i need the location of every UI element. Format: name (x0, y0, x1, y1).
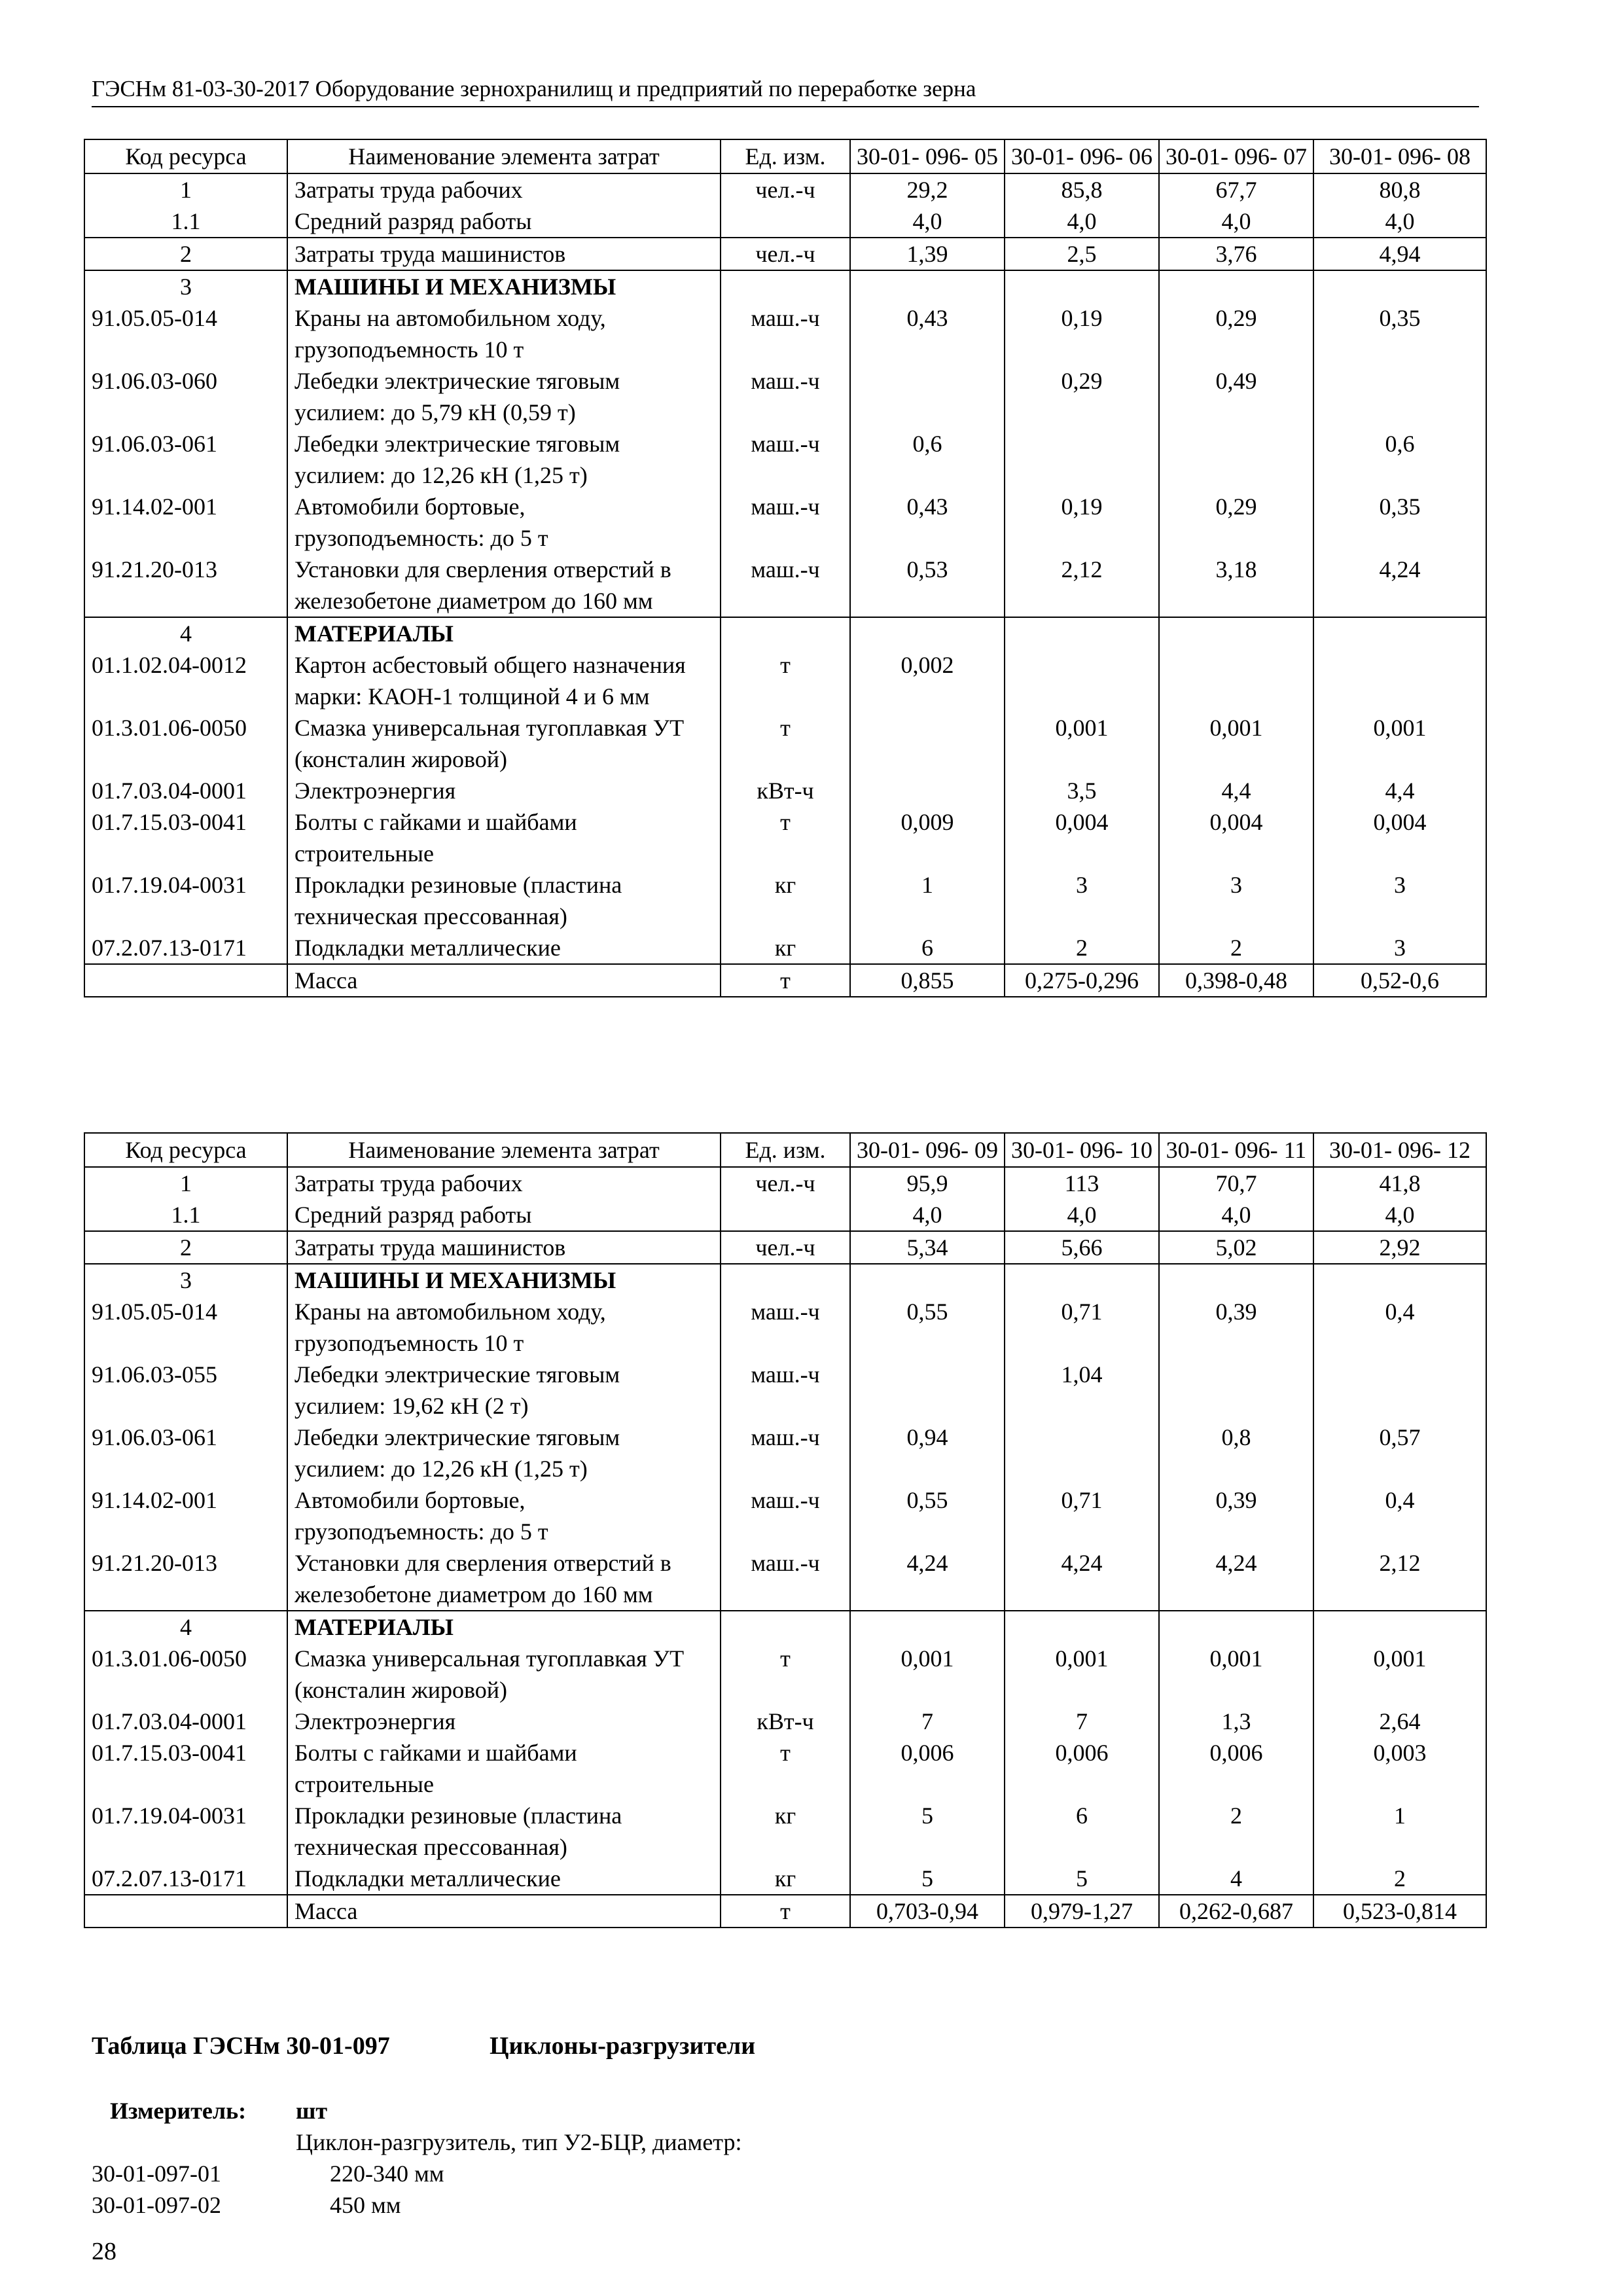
cost-element-name: Средний разряд работы (287, 1199, 721, 1231)
value-cell: 4,24 (1005, 1547, 1159, 1611)
table-row (84, 1611, 1486, 1643)
running-header: ГЭСНм 81-03-30-2017 Оборудование зернохранилищ и предприятий по переработке зерна (92, 76, 1479, 107)
unit-cell: т (721, 712, 850, 775)
value-cell (850, 1359, 1005, 1422)
value-cell: 3 (1313, 932, 1486, 964)
table-row (84, 1895, 1486, 1928)
value-cell: 41,8 (1313, 1167, 1486, 1199)
unit-cell: кг (721, 1863, 850, 1895)
value-cell (850, 712, 1005, 775)
unit-cell: чел.-ч (721, 1167, 850, 1199)
unit-cell: маш.-ч (721, 428, 850, 491)
value-cell: 5,02 (1159, 1231, 1313, 1264)
cost-element-name: Затраты труда рабочих (287, 1167, 721, 1199)
value-cell (1159, 270, 1313, 302)
unit-cell: маш.-ч (721, 1422, 850, 1484)
unit-cell: маш.-ч (721, 1359, 850, 1422)
value-cell: 4,24 (850, 1547, 1005, 1611)
unit-cell: кВт-ч (721, 1706, 850, 1737)
value-cell: 0,49 (1159, 365, 1313, 428)
variant-intro: Циклон-разгрузитель, тип У2-БЦР, диаметр: (296, 2129, 742, 2155)
value-cell: 0,57 (1313, 1422, 1486, 1484)
value-cell: 6 (1005, 1800, 1159, 1863)
table-row (84, 1800, 1486, 1863)
unit-cell (721, 1611, 850, 1643)
cost-element-name: Болты с гайками и шайбами строительные (287, 1737, 721, 1800)
value-cell: 0,006 (1005, 1737, 1159, 1800)
table-row (84, 1643, 1486, 1706)
value-cell: 6 (850, 932, 1005, 964)
value-cell: 0,001 (1005, 1643, 1159, 1706)
value-cell: 3,5 (1005, 775, 1159, 806)
resource-code: 3 (84, 270, 287, 302)
resource-code: 01.3.01.06-0050 (84, 1643, 287, 1706)
unit-cell: маш.-ч (721, 1484, 850, 1547)
unit-cell (721, 270, 850, 302)
resource-code: 91.14.02-001 (84, 491, 287, 554)
cost-element-name: Электроэнергия (287, 1706, 721, 1737)
unit-cell: чел.-ч (721, 173, 850, 206)
table-row (84, 775, 1486, 806)
unit-cell: маш.-ч (721, 554, 850, 617)
resource-code: 1 (84, 1167, 287, 1199)
value-cell: 2 (1005, 932, 1159, 964)
table-row (84, 270, 1486, 302)
value-cell: 4 (1159, 1863, 1313, 1895)
resource-code: 01.3.01.06-0050 (84, 712, 287, 775)
unit-cell: маш.-ч (721, 1296, 850, 1359)
unit-cell: чел.-ч (721, 238, 850, 270)
value-cell: 3 (1159, 869, 1313, 932)
resource-code: 3 (84, 1264, 287, 1296)
cost-element-name: Подкладки металлические (287, 1863, 721, 1895)
unit-cell: т (721, 1737, 850, 1800)
table-row (84, 869, 1486, 932)
resource-code: 91.06.03-055 (84, 1359, 287, 1422)
value-cell: 0,855 (850, 964, 1005, 997)
value-cell (1005, 270, 1159, 302)
table-body (84, 173, 1486, 997)
table-row (84, 302, 1486, 365)
resource-code: 4 (84, 617, 287, 649)
value-cell (1005, 617, 1159, 649)
header-name: Наименование элемента затрат (287, 139, 721, 173)
value-cell (850, 270, 1005, 302)
value-cell: 0,4 (1313, 1484, 1486, 1547)
unit-cell: т (721, 806, 850, 869)
header-norm-code: 30-01- 096- 09 (850, 1133, 1005, 1167)
table-row (84, 1359, 1486, 1422)
table-row (84, 712, 1486, 775)
value-cell (850, 1264, 1005, 1296)
resource-code: 91.06.03-061 (84, 1422, 287, 1484)
caption-title: Циклоны-разгрузители (490, 2032, 756, 2060)
table-row (84, 238, 1486, 270)
table-row (84, 1296, 1486, 1359)
table-row (84, 1547, 1486, 1611)
resource-code: 1.1 (84, 1199, 287, 1231)
value-cell: 2,64 (1313, 1706, 1486, 1737)
resource-code: 2 (84, 238, 287, 270)
value-cell: 0,6 (1313, 428, 1486, 491)
table-row (84, 964, 1486, 997)
resource-code: 07.2.07.13-0171 (84, 1863, 287, 1895)
cost-element-name: Автомобили бортовые, грузоподъемность: до 5 т (287, 491, 721, 554)
value-cell: 0,39 (1159, 1484, 1313, 1547)
value-cell: 70,7 (1159, 1167, 1313, 1199)
value-cell: 7 (850, 1706, 1005, 1737)
cost-element-name: МАТЕРИАЛЫ (287, 1611, 721, 1643)
value-cell: 5,34 (850, 1231, 1005, 1264)
value-cell: 4,0 (1005, 206, 1159, 238)
cost-element-name: Подкладки металлические (287, 932, 721, 964)
resource-code: 07.2.07.13-0171 (84, 932, 287, 964)
value-cell: 4,4 (1313, 775, 1486, 806)
header-code: Код ресурса (84, 1133, 287, 1167)
value-cell: 0,29 (1159, 302, 1313, 365)
value-cell (1159, 1611, 1313, 1643)
unit-cell: чел.-ч (721, 1231, 850, 1264)
table-row (84, 932, 1486, 964)
value-cell: 5,66 (1005, 1231, 1159, 1264)
value-cell: 0,43 (850, 302, 1005, 365)
table-row (84, 617, 1486, 649)
unit-cell: т (721, 1643, 850, 1706)
resource-code: 91.05.05-014 (84, 1296, 287, 1359)
unit-cell: кВт-ч (721, 775, 850, 806)
value-cell: 2,12 (1313, 1547, 1486, 1611)
value-cell: 0,006 (1159, 1737, 1313, 1800)
cost-element-name: Лебедки электрические тяговым усилием: до 12,26 кН (1,25 т) (287, 1422, 721, 1484)
cost-element-name: Затраты труда рабочих (287, 173, 721, 206)
table-row (84, 1167, 1486, 1199)
table-row (84, 1737, 1486, 1800)
value-cell: 0,003 (1313, 1737, 1486, 1800)
value-cell: 2 (1159, 1800, 1313, 1863)
value-cell: 0,8 (1159, 1422, 1313, 1484)
table-row (84, 206, 1486, 238)
value-cell: 0,275-0,296 (1005, 964, 1159, 997)
value-cell: 4,0 (1005, 1199, 1159, 1231)
value-cell (1005, 1264, 1159, 1296)
unit-cell: маш.-ч (721, 302, 850, 365)
value-cell: 0,002 (850, 649, 1005, 712)
value-cell: 4,0 (1313, 206, 1486, 238)
value-cell: 4,0 (1159, 1199, 1313, 1231)
value-cell: 0,39 (1159, 1296, 1313, 1359)
value-cell: 0,19 (1005, 491, 1159, 554)
table-row (84, 1706, 1486, 1737)
table-row (84, 1264, 1486, 1296)
table-row (84, 1231, 1486, 1264)
header-norm-code: 30-01- 096- 05 (850, 139, 1005, 173)
variant-desc: 450 мм (330, 2192, 401, 2218)
value-cell: 4,0 (850, 206, 1005, 238)
header-unit: Ед. изм. (721, 1133, 850, 1167)
resource-table-2 (84, 1132, 1487, 1928)
value-cell: 5 (850, 1863, 1005, 1895)
value-cell: 85,8 (1005, 173, 1159, 206)
value-cell: 0,398-0,48 (1159, 964, 1313, 997)
value-cell: 4,4 (1159, 775, 1313, 806)
header-row (84, 1133, 1486, 1167)
value-cell: 0,35 (1313, 302, 1486, 365)
table-row (84, 1863, 1486, 1895)
resource-code: 91.14.02-001 (84, 1484, 287, 1547)
cost-element-name: МАТЕРИАЛЫ (287, 617, 721, 649)
value-cell (1159, 428, 1313, 491)
value-cell: 0,52-0,6 (1313, 964, 1486, 997)
value-cell (1313, 1264, 1486, 1296)
header-row (84, 139, 1486, 173)
value-cell: 0,262-0,687 (1159, 1895, 1313, 1928)
resource-code: 91.06.03-060 (84, 365, 287, 428)
cost-element-name: Средний разряд работы (287, 206, 721, 238)
value-cell (1313, 1359, 1486, 1422)
value-cell: 4,24 (1159, 1547, 1313, 1611)
value-cell: 0,001 (1313, 1643, 1486, 1706)
value-cell (1159, 649, 1313, 712)
resource-code: 1 (84, 173, 287, 206)
unit-cell: т (721, 1895, 850, 1928)
value-cell (850, 1611, 1005, 1643)
cost-element-name: Болты с гайками и шайбами строительные (287, 806, 721, 869)
cost-element-name: Затраты труда машинистов (287, 238, 721, 270)
cost-element-name: Масса (287, 1895, 721, 1928)
value-cell: 2 (1313, 1863, 1486, 1895)
resource-code: 01.7.15.03-0041 (84, 1737, 287, 1800)
value-cell (1313, 270, 1486, 302)
header-norm-code: 30-01- 096- 08 (1313, 139, 1486, 173)
value-cell: 0,009 (850, 806, 1005, 869)
resource-code: 91.21.20-013 (84, 554, 287, 617)
unit-cell (721, 1264, 850, 1296)
resource-code (84, 964, 287, 997)
unit-cell: т (721, 964, 850, 997)
header-name: Наименование элемента затрат (287, 1133, 721, 1167)
table-row (84, 1199, 1486, 1231)
value-cell: 2,12 (1005, 554, 1159, 617)
value-cell: 1,39 (850, 238, 1005, 270)
resource-code: 91.05.05-014 (84, 302, 287, 365)
unit-cell: маш.-ч (721, 1547, 850, 1611)
value-cell: 0,001 (850, 1643, 1005, 1706)
table-row (84, 806, 1486, 869)
cost-element-name: Смазка универсальная тугоплавкая УТ (консталин жировой) (287, 1643, 721, 1706)
resource-code: 01.1.02.04-0012 (84, 649, 287, 712)
value-cell: 0,71 (1005, 1484, 1159, 1547)
cost-element-name: МАШИНЫ И МЕХАНИЗМЫ (287, 1264, 721, 1296)
resource-code: 2 (84, 1231, 287, 1264)
value-cell: 4,0 (1313, 1199, 1486, 1231)
value-cell: 0,004 (1159, 806, 1313, 869)
value-cell (1159, 1264, 1313, 1296)
header-code: Код ресурса (84, 139, 287, 173)
variant-desc: 220-340 мм (330, 2161, 444, 2187)
cost-element-name: Установки для сверления отверстий в железобетоне диаметром до 160 мм (287, 554, 721, 617)
value-cell (1313, 617, 1486, 649)
table-row (84, 1422, 1486, 1484)
value-cell: 0,43 (850, 491, 1005, 554)
caption-label: Таблица ГЭСНм 30-01-097 (92, 2032, 390, 2060)
resource-table-1 (84, 139, 1487, 997)
cost-element-name: Затраты труда машинистов (287, 1231, 721, 1264)
cost-element-name: Лебедки электрические тяговым усилием: 19,62 кН (2 т) (287, 1359, 721, 1422)
value-cell: 113 (1005, 1167, 1159, 1199)
header-norm-code: 30-01- 096- 10 (1005, 1133, 1159, 1167)
value-cell (850, 775, 1005, 806)
resource-code: 01.7.15.03-0041 (84, 806, 287, 869)
cost-element-name: Прокладки резиновые (пластина техническая прессованная) (287, 869, 721, 932)
value-cell: 1 (850, 869, 1005, 932)
table-caption (92, 2032, 756, 2060)
value-cell: 4,0 (1159, 206, 1313, 238)
value-cell: 0,523-0,814 (1313, 1895, 1486, 1928)
value-cell: 2 (1159, 932, 1313, 964)
unit-cell (721, 617, 850, 649)
value-cell: 0,55 (850, 1296, 1005, 1359)
header-norm-code: 30-01- 096- 12 (1313, 1133, 1486, 1167)
table-row (84, 428, 1486, 491)
value-cell: 1,04 (1005, 1359, 1159, 1422)
value-cell: 0,19 (1005, 302, 1159, 365)
value-cell: 0,703-0,94 (850, 1895, 1005, 1928)
cost-element-name: Лебедки электрические тяговым усилием: до 12,26 кН (1,25 т) (287, 428, 721, 491)
header-norm-code: 30-01- 096- 07 (1159, 139, 1313, 173)
page-number: 28 (92, 2238, 116, 2265)
resource-code: 01.7.19.04-0031 (84, 869, 287, 932)
header-unit: Ед. изм. (721, 139, 850, 173)
cost-element-name: Краны на автомобильном ходу, грузоподъемность 10 т (287, 302, 721, 365)
unit-cell: кг (721, 932, 850, 964)
value-cell: 4,24 (1313, 554, 1486, 617)
header-norm-code: 30-01- 096- 11 (1159, 1133, 1313, 1167)
cost-element-name: Краны на автомобильном ходу, грузоподъемность 10 т (287, 1296, 721, 1359)
value-cell: 1,3 (1159, 1706, 1313, 1737)
unit-cell: маш.-ч (721, 365, 850, 428)
value-cell: 0,94 (850, 1422, 1005, 1484)
table-row (84, 649, 1486, 712)
value-cell: 0,4 (1313, 1296, 1486, 1359)
value-cell (1313, 649, 1486, 712)
resource-code: 01.7.19.04-0031 (84, 1800, 287, 1863)
cost-element-name: Электроэнергия (287, 775, 721, 806)
resource-code (84, 1895, 287, 1928)
value-cell: 95,9 (850, 1167, 1005, 1199)
value-cell: 7 (1005, 1706, 1159, 1737)
value-cell (1159, 617, 1313, 649)
value-cell (1313, 1611, 1486, 1643)
cost-element-name: Автомобили бортовые, грузоподъемность: до 5 т (287, 1484, 721, 1547)
value-cell: 0,001 (1005, 712, 1159, 775)
value-cell: 3,76 (1159, 238, 1313, 270)
value-cell: 5 (1005, 1863, 1159, 1895)
cost-element-name: Масса (287, 964, 721, 997)
value-cell: 0,001 (1313, 712, 1486, 775)
value-cell: 0,55 (850, 1484, 1005, 1547)
cost-element-name: МАШИНЫ И МЕХАНИЗМЫ (287, 270, 721, 302)
value-cell: 0,35 (1313, 491, 1486, 554)
meter-label: Измеритель: (110, 2098, 247, 2124)
value-cell: 3,18 (1159, 554, 1313, 617)
table-row (84, 554, 1486, 617)
value-cell: 0,6 (850, 428, 1005, 491)
variant-code: 30-01-097-02 (92, 2192, 221, 2218)
value-cell: 1 (1313, 1800, 1486, 1863)
resource-code: 91.06.03-061 (84, 428, 287, 491)
value-cell: 4,0 (850, 1199, 1005, 1231)
value-cell (1313, 365, 1486, 428)
value-cell: 2,5 (1005, 238, 1159, 270)
value-cell (1005, 428, 1159, 491)
value-cell: 0,979-1,27 (1005, 1895, 1159, 1928)
value-cell (850, 365, 1005, 428)
value-cell: 0,001 (1159, 712, 1313, 775)
value-cell: 3 (1313, 869, 1486, 932)
cost-element-name: Установки для сверления отверстий в железобетоне диаметром до 160 мм (287, 1547, 721, 1611)
value-cell: 0,29 (1159, 491, 1313, 554)
value-cell: 0,001 (1159, 1643, 1313, 1706)
value-cell: 80,8 (1313, 173, 1486, 206)
unit-cell: маш.-ч (721, 491, 850, 554)
table-body (84, 1167, 1486, 1928)
table-row (84, 491, 1486, 554)
value-cell: 0,006 (850, 1737, 1005, 1800)
value-cell: 5 (850, 1800, 1005, 1863)
table-row (84, 1484, 1486, 1547)
unit-cell (721, 206, 850, 238)
value-cell (1005, 649, 1159, 712)
cost-element-name: Картон асбестовый общего назначения марки: КАОН-1 толщиной 4 и 6 мм (287, 649, 721, 712)
table-row (84, 173, 1486, 206)
unit-cell: кг (721, 1800, 850, 1863)
resource-code: 01.7.03.04-0001 (84, 1706, 287, 1737)
value-cell (1159, 1359, 1313, 1422)
table-row (84, 365, 1486, 428)
unit-cell: кг (721, 869, 850, 932)
value-cell: 3 (1005, 869, 1159, 932)
value-cell: 0,29 (1005, 365, 1159, 428)
value-cell (1005, 1422, 1159, 1484)
value-cell: 0,71 (1005, 1296, 1159, 1359)
meter-value: шт (296, 2098, 328, 2124)
variant-code: 30-01-097-01 (92, 2161, 221, 2187)
value-cell: 0,004 (1313, 806, 1486, 869)
resource-code: 01.7.03.04-0001 (84, 775, 287, 806)
cost-element-name: Прокладки резиновые (пластина техническая прессованная) (287, 1800, 721, 1863)
resource-code: 1.1 (84, 206, 287, 238)
value-cell (850, 617, 1005, 649)
value-cell (1005, 1611, 1159, 1643)
value-cell: 29,2 (850, 173, 1005, 206)
unit-cell: т (721, 649, 850, 712)
value-cell: 0,004 (1005, 806, 1159, 869)
cost-element-name: Смазка универсальная тугоплавкая УТ (консталин жировой) (287, 712, 721, 775)
value-cell: 0,53 (850, 554, 1005, 617)
resource-code: 4 (84, 1611, 287, 1643)
value-cell: 2,92 (1313, 1231, 1486, 1264)
value-cell: 4,94 (1313, 238, 1486, 270)
value-cell: 67,7 (1159, 173, 1313, 206)
header-norm-code: 30-01- 096- 06 (1005, 139, 1159, 173)
cost-element-name: Лебедки электрические тяговым усилием: до 5,79 кН (0,59 т) (287, 365, 721, 428)
unit-cell (721, 1199, 850, 1231)
resource-code: 91.21.20-013 (84, 1547, 287, 1611)
